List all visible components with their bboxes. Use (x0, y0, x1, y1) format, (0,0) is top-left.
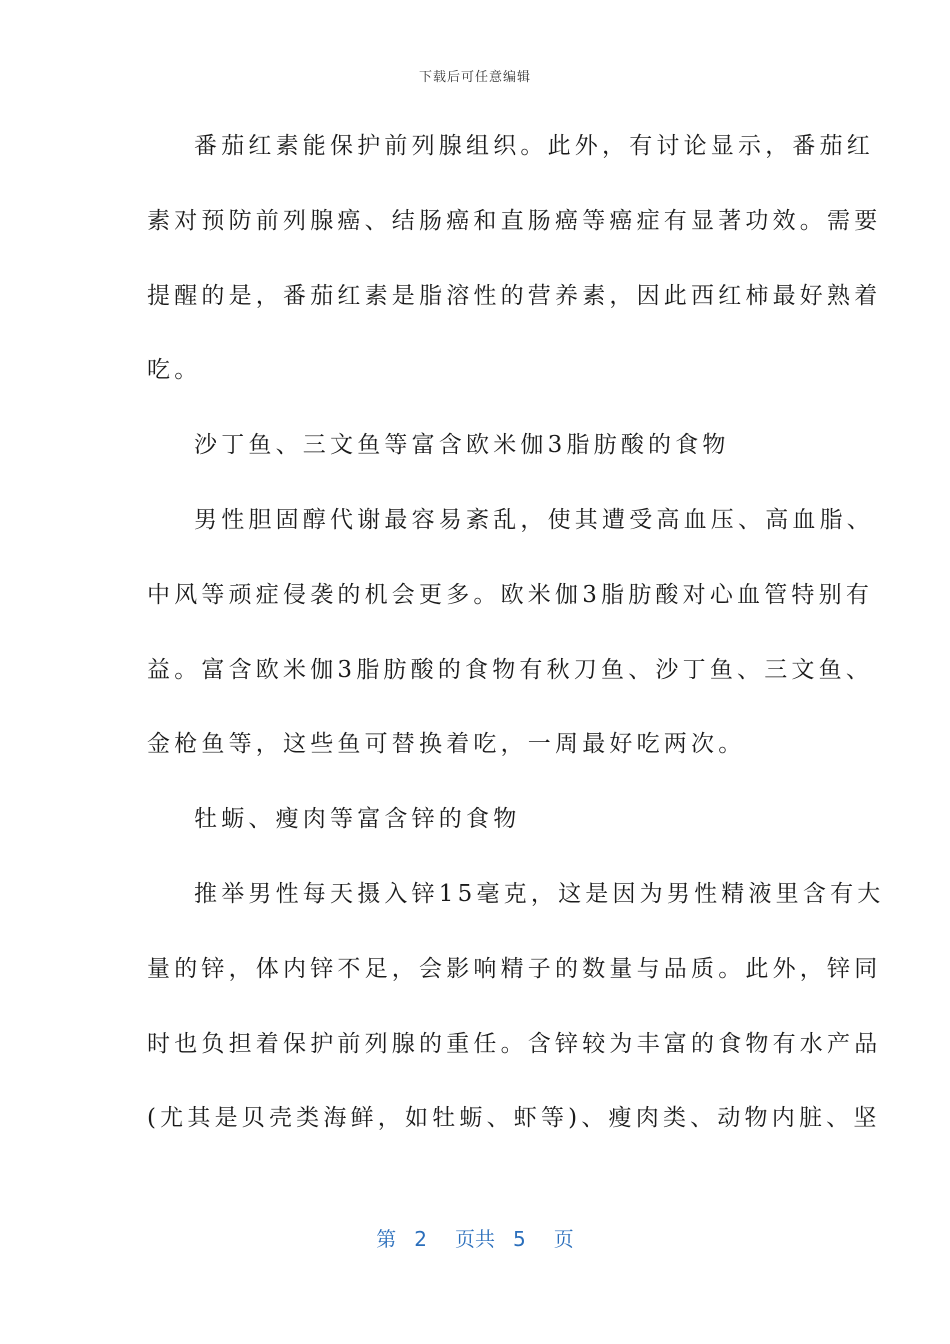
text-line: 男性胆固醇代谢最容易紊乱，使其遭受高血压、高血脂、 (194, 506, 874, 533)
text-line: 吃。 (147, 357, 202, 384)
section-heading: 沙丁鱼、三文鱼等富含欧米伽3脂肪酸的食物 (194, 432, 730, 459)
text-line: 推举男性每天摄入锌15毫克，这是因为男性精液里含有大 (194, 880, 885, 907)
text-line: 番茄红素能保护前列腺组织。此外，有讨论显示，番茄红 (194, 133, 874, 159)
text-line: 时也负担着保护前列腺的重任。含锌较为丰富的食物有水产品 (147, 1030, 882, 1057)
text-line: 中风等顽症侵袭的机会更多。欧米伽3脂肪酸对心血管特别有 (147, 581, 874, 608)
header-note: 下载后可任意编辑 (418, 70, 531, 85)
footer-middle: 页共 (455, 1227, 495, 1251)
text-line: 金枪鱼等，这些鱼可替换着吃，一周最好吃两次。 (147, 731, 746, 758)
total-pages-number: 5 (513, 1227, 526, 1251)
text-line: 提醒的是，番茄红素是脂溶性的营养素，因此西红柿最好熟着 (147, 282, 882, 309)
section-heading: 牡蛎、瘦肉等富含锌的食物 (194, 806, 521, 833)
text-line: 量的锌，体内锌不足，会影响精子的数量与品质。此外，锌同 (147, 955, 882, 982)
text-line: (尤其是贝壳类海鲜，如牡蛎、虾等)、瘦肉类、动物内脏、坚 (147, 1105, 881, 1132)
text-line: 益。富含欧米伽3脂肪酸的食物有秋刀鱼、沙丁鱼、三文鱼、 (147, 656, 874, 683)
document-body (147, 118, 885, 1165)
footer-suffix: 页 (553, 1227, 574, 1251)
current-page-number: 2 (414, 1227, 427, 1251)
text-line: 素对预防前列腺癌、结肠癌和直肠癌等癌症有显著功效。需要 (147, 207, 882, 234)
footer-prefix: 第 (376, 1227, 397, 1251)
page-footer (0, 1223, 950, 1252)
